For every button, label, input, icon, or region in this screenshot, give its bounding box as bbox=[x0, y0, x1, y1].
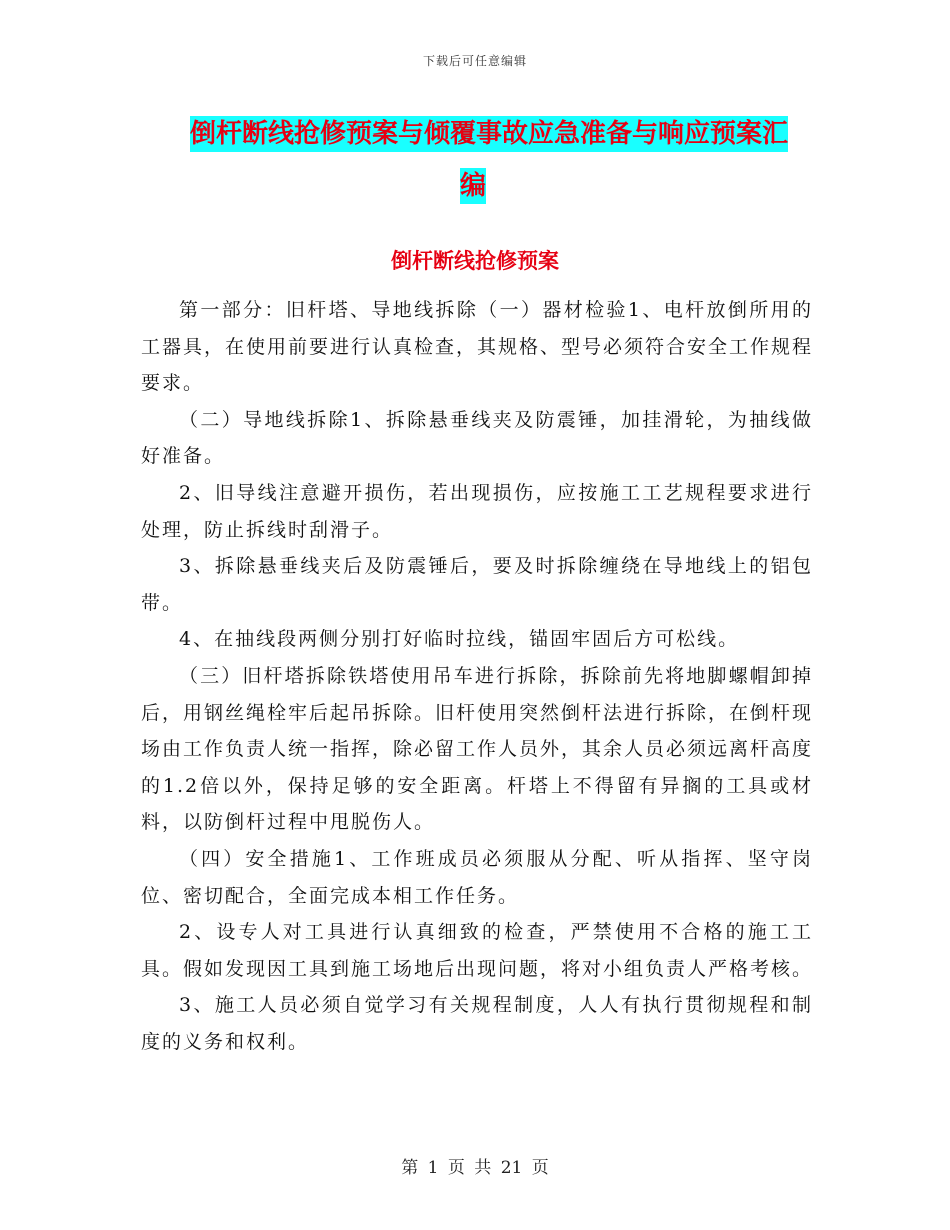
paragraph: 2、设专人对工具进行认真细致的检查，严禁使用不合格的施工工具。假如发现因工具到施工场地后出现问题，将对小组负责人严格考核。 bbox=[141, 921, 814, 980]
paragraph: 4、在抽线段两侧分别打好临时拉线，锚固牢固后方可松线。 bbox=[179, 628, 740, 651]
page-header-note: 下载后可任意编辑 bbox=[422, 54, 527, 68]
paragraph: 2、旧导线注意避开损伤，若出现损伤，应按施工工艺规程要求进行处理，防止拆线时刮滑子。 bbox=[141, 481, 813, 541]
document-title bbox=[190, 108, 810, 212]
body-text bbox=[141, 292, 813, 1060]
document-title-line-2 bbox=[190, 160, 810, 212]
paragraph: （二）导地线拆除1、拆除悬垂线夹及防震锤，加挂滑轮，为抽线做好准备。 bbox=[141, 408, 813, 468]
paragraph: （四）安全措施1、工作班成员必须服从分配、听从指挥、坚守岗位、密切配合，全面完成本相工作任务。 bbox=[141, 847, 813, 907]
title-highlight-1: 倒杆断线抢修预案与倾覆事故应急准备与响应预案汇 bbox=[190, 116, 788, 152]
document-title-line-1 bbox=[190, 108, 810, 160]
page-number: 第 1 页 共 21 页 bbox=[401, 1158, 549, 1178]
section-title: 倒杆断线抢修预案 bbox=[391, 249, 559, 273]
paragraph: 3、施工人员必须自觉学习有关规程制度，人人有执行贯彻规程和制度的义务和权利。 bbox=[141, 994, 813, 1053]
paragraph: 第一部分：旧杆塔、导地线拆除（一）器材检验1、电杆放倒所用的工器具，在使用前要进行认真检查，其规格、型号必须符合安全工作规程要求。 bbox=[141, 299, 814, 395]
title-highlight-2: 编 bbox=[460, 168, 486, 204]
paragraph: 3、拆除悬垂线夹后及防震锤后，要及时拆除缠绕在导地线上的铝包带。 bbox=[141, 555, 813, 614]
paragraph: （三）旧杆塔拆除铁塔使用吊车进行拆除，拆除前先将地脚螺帽卸掉后，用钢丝绳栓牢后起吊拆除。旧杆使用突然倒杆法进行拆除，在倒杆现场由工作负责人统一指挥，除必留工作人员外，其余人员必须远离杆高度的1.2倍以外，保持足够的安全距离。杆塔上不得留有异搁的工具或材料，以防倒杆过程中甩脱伤人。 bbox=[141, 664, 814, 834]
